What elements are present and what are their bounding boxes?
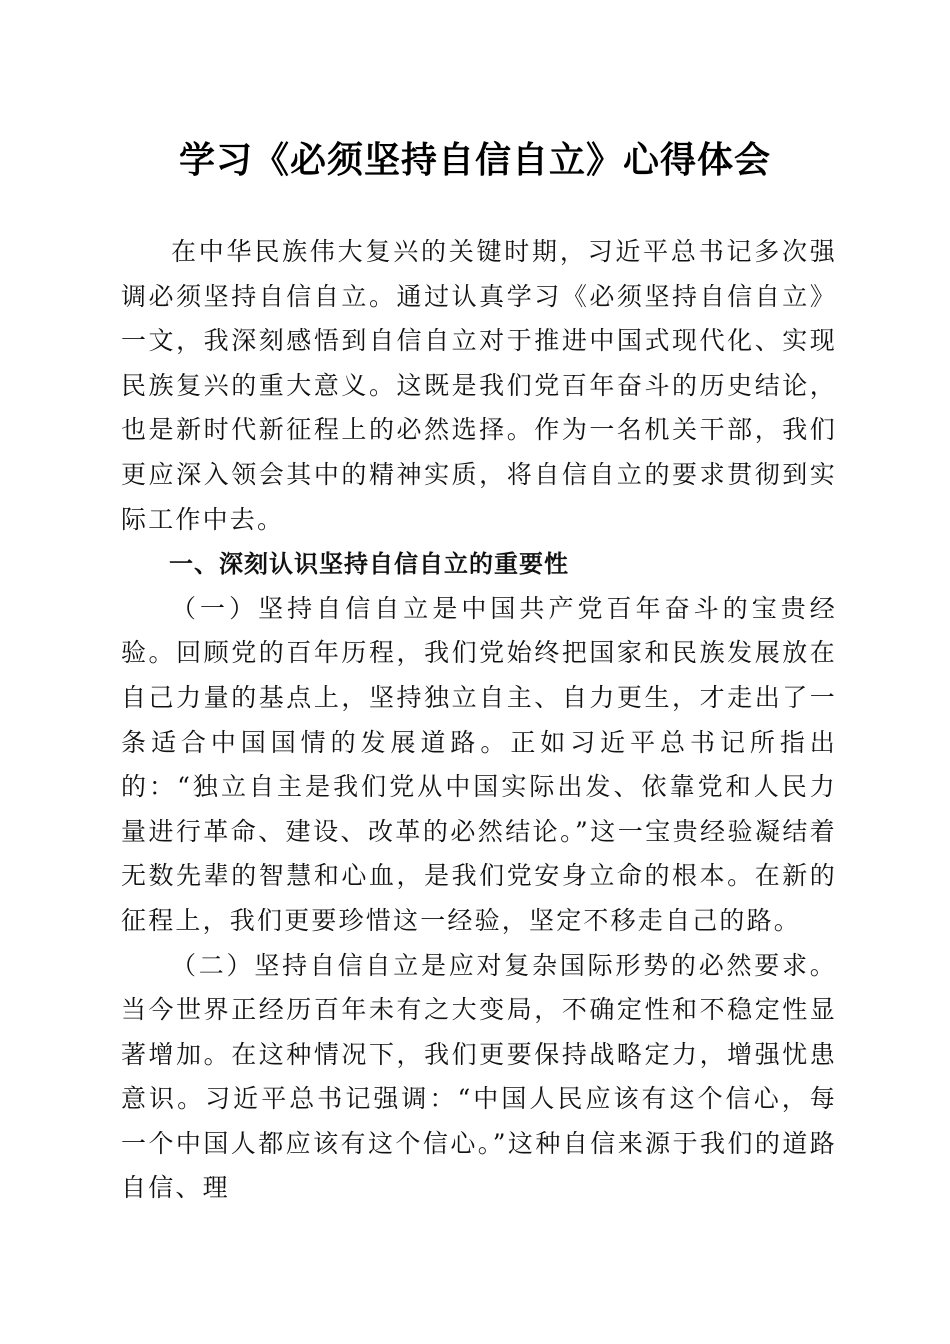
- intro-paragraph: 在中华民族伟大复兴的关键时期，习近平总书记多次强调必须坚持自信自立。通过认真学习《必须坚持自信自立》一文，我深刻感悟到自信自立对于推进中国式现代化、实现民族复兴的重大意义。这既是我们党百年奋斗的历史结论，也是新时代新征程上的必然选择。作为一名机关干部，我们更应深入领会其中的精神实质，将自信自立的要求贯彻到实际工作中去。: [121, 237, 837, 534]
- document-title: 学习《必须坚持自信自立》心得体会: [178, 139, 771, 181]
- document-body: [121, 230, 837, 1211]
- subsection-paragraph-2: （二）坚持自信自立是应对复杂国际形势的必然要求。当今世界正经历百年未有之大变局，不确定性和不稳定性显著增加。在这种情况下，我们更要保持战略定力，增强忧患意识。习近平总书记强调：“中国人民应该有这个信心，每一个中国人都应该有这个信心。”这种自信来源于我们的道路自信、理: [121, 950, 837, 1203]
- subsection-paragraph-1: （一）坚持自信自立是中国共产党百年奋斗的宝贵经验。回顾党的百年历程，我们党始终把国家和民族发展放在自己力量的基点上，坚持独立自主、自力更生，才走出了一条适合中国国情的发展道路。正如习近平总书记所指出的：“独立自主是我们党从中国实际出发、依靠党和人民力量进行革命、建设、改革的必然结论。”这一宝贵经验凝结着无数先辈的智慧和心血，是我们党安身立命的根本。在新的征程上，我们更要珍惜这一经验，坚定不移走自己的路。: [121, 593, 837, 935]
- section-heading-1: 一、深刻认识坚持自信自立的重要性: [169, 550, 569, 579]
